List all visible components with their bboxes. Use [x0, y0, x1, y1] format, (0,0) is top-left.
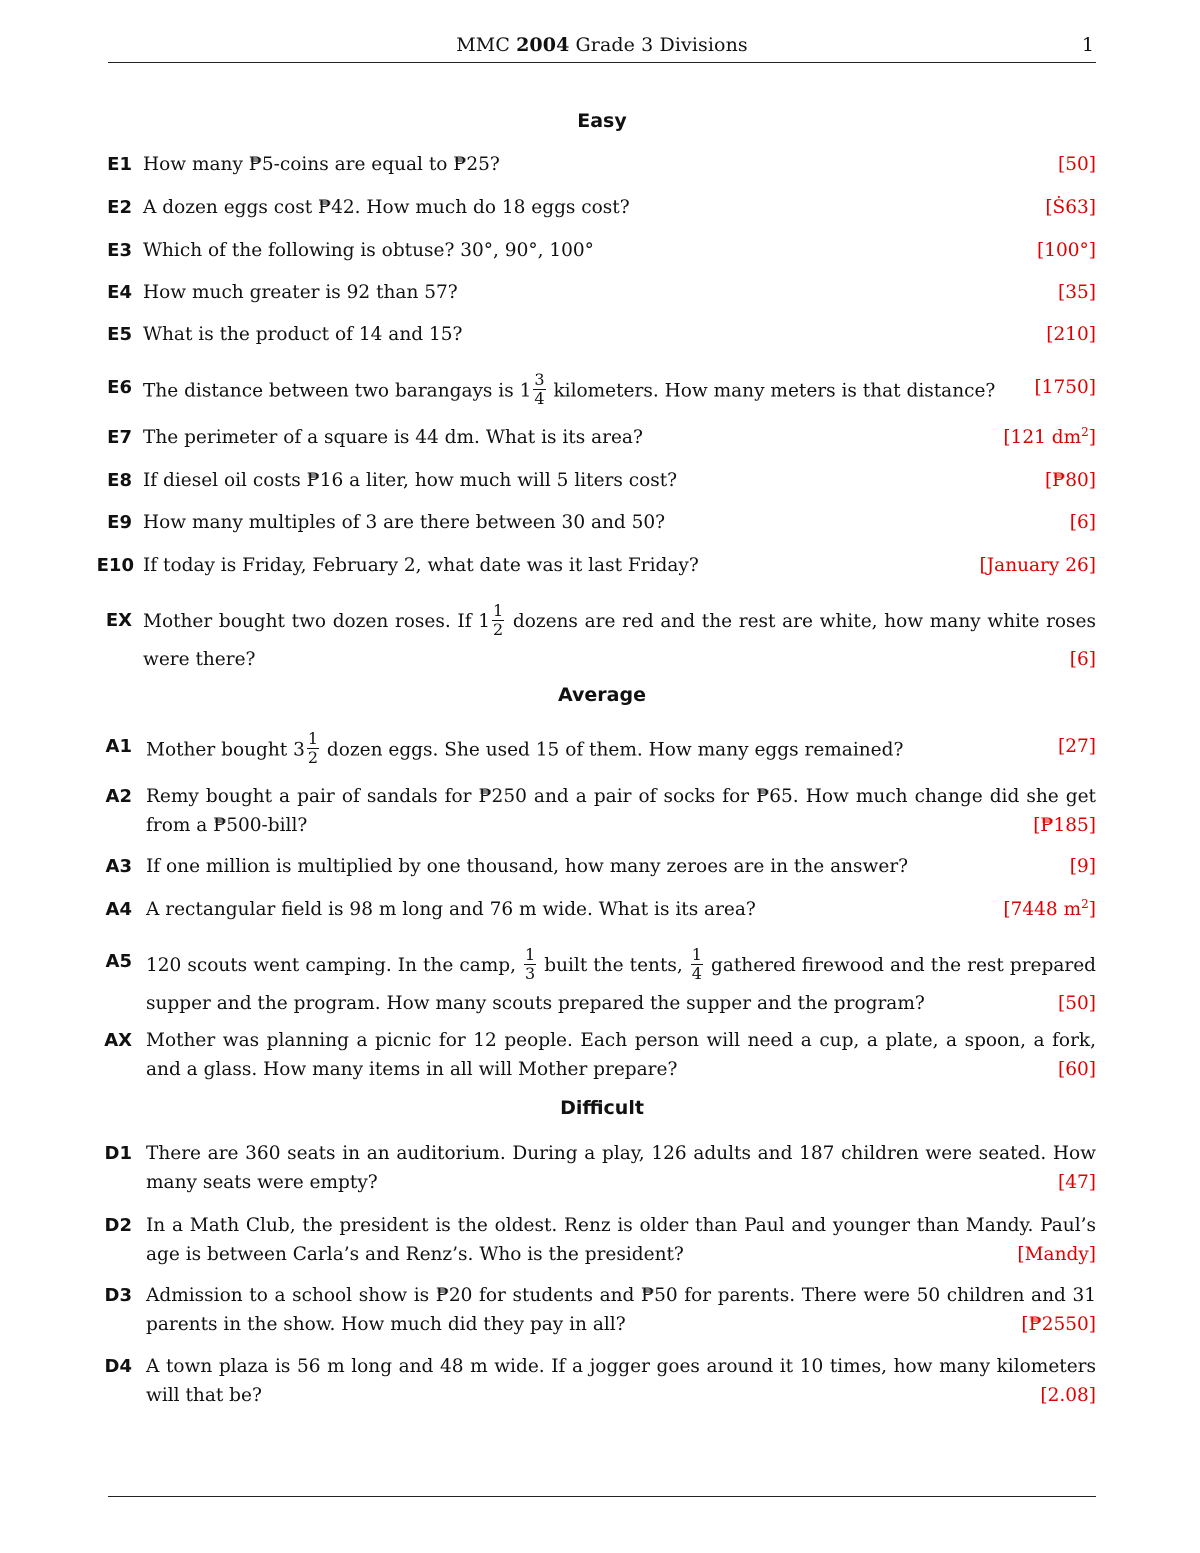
answer: [₱80] [1044, 470, 1096, 491]
problem-body [143, 150, 1096, 179]
problem-body [146, 1211, 1096, 1269]
document-page [96, 0, 1097, 1553]
problem-label: E7 [107, 427, 132, 448]
problem-body [146, 1139, 1096, 1197]
problem-body [143, 236, 1096, 265]
problem-body [146, 782, 1096, 840]
problem-body [143, 193, 1096, 222]
section-title-easy: Easy [577, 110, 627, 132]
fraction [492, 602, 504, 639]
problem-label: D2 [104, 1215, 132, 1236]
problem-text: How many ₱5-coins are equal to ₱25? [143, 154, 500, 175]
problem-text: built the tents, [538, 955, 689, 976]
problem-label: A5 [105, 951, 132, 972]
problem-body [143, 423, 1096, 452]
problem-text: A dozen eggs cost ₱42. How much do 18 eggs cost? [143, 197, 630, 218]
problem-text: gathered firewood and the rest prepared supper and the program. How many scouts prepared the supper and the program? [146, 955, 1097, 1014]
problem-label: A4 [105, 899, 132, 920]
answer-superscript: 2 [1081, 896, 1089, 911]
problem-text: dozen eggs. She used 15 of them. How many eggs remained? [321, 739, 904, 761]
answer: [1750] [1034, 377, 1096, 398]
problem-label: D3 [104, 1285, 132, 1306]
problem-text: kilometers. How many meters is that distance? [547, 380, 996, 402]
problem-body [146, 729, 1096, 769]
answer: [6] [1069, 512, 1096, 533]
answer: [100°] [1037, 240, 1096, 261]
answer: [₱185] [1033, 815, 1096, 836]
answer: [60] [1058, 1059, 1096, 1080]
problem-label: AX [104, 1030, 132, 1051]
problem-text: What is the product of 14 and 15? [143, 324, 463, 345]
problem-label: E1 [107, 154, 132, 175]
problem-body [146, 1352, 1096, 1410]
problem-body [143, 320, 1096, 349]
fraction [691, 946, 703, 983]
answer: [₱2550] [1021, 1314, 1096, 1335]
header-title-year: 2004 [516, 34, 570, 56]
header-title [108, 34, 1096, 56]
problem-label: E6 [107, 377, 132, 398]
problem-body [146, 1026, 1096, 1084]
page-header [108, 34, 1096, 63]
answer-end: ] [1088, 899, 1096, 920]
fraction-numerator: 1 [691, 944, 702, 964]
section-title-difficult: Difficult [560, 1097, 644, 1119]
problem-text: How much greater is 92 than 57? [143, 282, 458, 303]
answer: [35] [1058, 282, 1096, 303]
problem-label: E3 [107, 240, 132, 261]
problem-body [146, 1281, 1096, 1339]
fraction [524, 946, 536, 983]
problem-label: E4 [107, 282, 132, 303]
problem-text: Mother bought two dozen roses. If 1 [143, 611, 490, 632]
fraction-numerator: 1 [525, 944, 536, 964]
problem-body [143, 466, 1096, 495]
problem-label: D1 [104, 1143, 132, 1164]
problem-label: A3 [105, 856, 132, 877]
footer-rule [108, 1496, 1096, 1497]
problem-text: The perimeter of a square is 44 dm. What is its area? [143, 427, 643, 448]
fraction-denominator: 4 [691, 963, 702, 983]
problem-text: If one million is multiplied by one thousand, how many zeroes are in the answer? [146, 856, 909, 877]
answer: [Ṡ63] [1045, 197, 1096, 218]
problem-body [146, 895, 1096, 924]
problem-body [143, 551, 1096, 580]
problem-text: Remy bought a pair of sandals for ₱250 and a pair of socks for ₱65. How much change did she get from a ₱500-bill? [146, 786, 1096, 836]
header-title-suffix: Grade 3 Divisions [575, 34, 748, 56]
problem-label: E10 [96, 555, 134, 576]
problem-body [143, 508, 1096, 537]
problem-text: In a Math Club, the president is the oldest. Renz is older than Paul and younger than Mandy. Paul’s age is between Carla’s and Renz’s. Who is the president? [146, 1215, 1096, 1265]
answer: [50] [1058, 154, 1096, 175]
fraction-numerator: 3 [534, 370, 545, 389]
answer-main: [7448 m [1003, 899, 1082, 920]
problem-text: A town plaza is 56 m long and 48 m wide. If a jogger goes around it 10 times, how many kilometers will that be? [146, 1356, 1096, 1406]
problem-text: How many multiples of 3 are there between 30 and 50? [143, 512, 666, 533]
problem-text: Mother was planning a picnic for 12 people. Each person will need a cup, a plate, a spoon, a fork, and a glass. How many items in all will Mother prepare? [146, 1030, 1096, 1080]
fraction [533, 371, 545, 408]
problem-body [143, 370, 1096, 410]
answer-main: [121 dm [1003, 427, 1082, 448]
answer: [6] [1069, 648, 1096, 670]
fraction-denominator: 2 [493, 619, 504, 639]
problem-label: E5 [107, 324, 132, 345]
fraction-denominator: 4 [534, 389, 545, 408]
fraction-denominator: 3 [525, 963, 536, 983]
problem-label: D4 [104, 1356, 132, 1377]
problem-text: A rectangular field is 98 m long and 76 m wide. What is its area? [146, 899, 756, 920]
answer [1003, 423, 1096, 452]
fraction-numerator: 1 [493, 600, 504, 620]
problem-body [143, 600, 1096, 678]
problem-text: If diesel oil costs ₱16 a liter, how much will 5 liters cost? [143, 470, 678, 491]
problem-body [146, 852, 1096, 881]
problem-text: If today is Friday, February 2, what date was it last Friday? [143, 555, 699, 576]
problem-text: Mother bought 3 [146, 739, 305, 761]
section-title-average: Average [558, 684, 646, 706]
problem-label: E2 [107, 197, 132, 218]
problem-body [146, 944, 1097, 1022]
problem-label: E9 [107, 512, 132, 533]
header-title-prefix: MMC [456, 34, 510, 56]
problem-text: dozens are red and the rest are white, how many white roses were there? [143, 611, 1096, 670]
problem-text: There are 360 seats in an auditorium. During a play, 126 adults and 187 children were seated. How many seats were empty? [146, 1143, 1096, 1193]
fraction-numerator: 1 [307, 729, 319, 748]
answer-end: ] [1088, 427, 1096, 448]
fraction [307, 730, 319, 767]
answer: [Mandy] [1017, 1244, 1096, 1265]
page-number: 1 [1081, 34, 1094, 56]
answer: [9] [1069, 856, 1096, 877]
problem-text: Which of the following is obtuse? 30°, 90°, 100° [143, 240, 594, 261]
problem-label: A1 [105, 736, 132, 757]
problem-text: Admission to a school show is ₱20 for students and ₱50 for parents. There were 50 children and 31 parents in the show. How much did they pay in all? [146, 1285, 1096, 1335]
problem-body [143, 278, 1096, 307]
problem-label: E8 [107, 470, 132, 491]
answer [1003, 895, 1096, 924]
problem-text: 120 scouts went camping. In the camp, [146, 955, 523, 976]
answer: [January 26] [979, 555, 1096, 576]
problem-label: A2 [105, 786, 132, 807]
fraction-denominator: 2 [307, 748, 319, 767]
answer: [47] [1058, 1172, 1096, 1193]
answer: [50] [1058, 992, 1096, 1014]
answer: [27] [1058, 736, 1096, 757]
answer-superscript: 2 [1081, 424, 1089, 439]
problem-text: The distance between two barangays is 1 [143, 380, 532, 402]
problem-label: EX [105, 610, 132, 631]
answer: [2.08] [1040, 1385, 1096, 1406]
answer: [210] [1046, 324, 1096, 345]
